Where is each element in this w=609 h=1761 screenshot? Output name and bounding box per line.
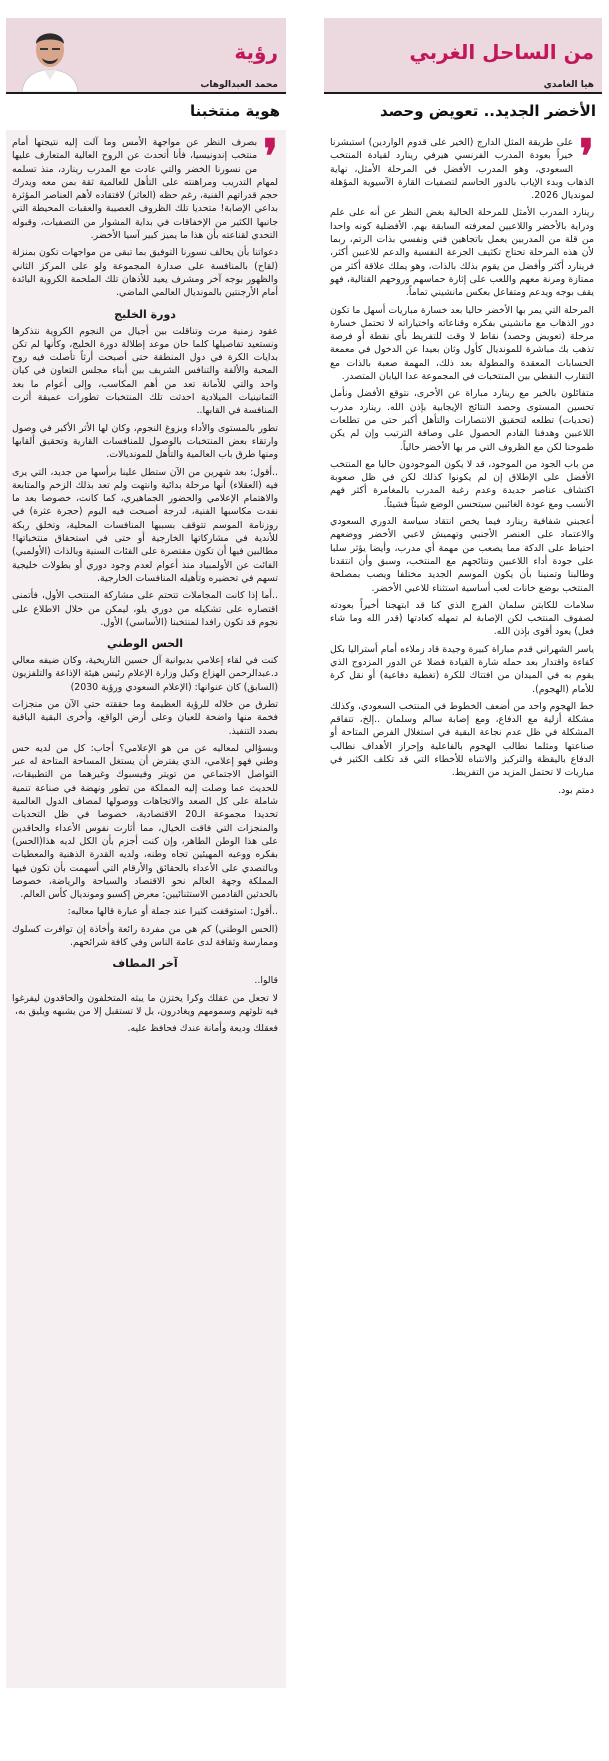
divider [324,92,602,94]
sign-off: دمتم بود. [558,784,594,796]
article-paragraph: متفائلون بالخير مع رينارد مباراة عن الأخرى، نتوقع الأفضل ونأمل تحسين المستوى وحصد النتائج الإيجابية بإذن الله. رينارد مدرب (تحديات) تطلعه لتحقيق الانتصارات والتأهل أكبر حتى من تطلعات اللاعبين وهدفنا القادم الحصول على وصافة الترتيب وإن لم يكن طموحنا لكن مع الظروف التي مر بها الأخضر حالياً. [330,388,594,453]
article-paragraph: وبسؤالي لمعاليه عن من هو الإعلامي؟ أجاب: كل من لديه حس وطني فهو إعلامي، الذي يفترض أن يستغل المساحة المتاحة له عبر التواصل الاجتماعي من تويتر وفيسبوك وغيرهما من التطبيقات، للحديث عما وصلت إليه المملكة من تطور ونهضة في صناعة تنمية شاملة على كل الصعد والاتجاهات ووصولها لمصاف الدول العالمية تحديدا مجموعة الـ20 الاقتصادية، خصوصا في ظل التحديات والمنجزات التي فاقت الخيال، مما أثارت نفوس الأعداء والحاقدين على هذا الوطن الطاهر، وإن كنت أجزم بأن الكل لديه هذا(الحس) بفكره ووعيه المهيئين تجاه وطنه، ولديه القدرة الذهنية والمعطيات وبالتصدي على الأعداء بالحقائق والأرقام التي أسهمت بأن تكون فيها المملكة وجهة العالم نحو الاقتصاد والسياحة والرياضة، خصوصا بالحدثين القادمين الاستثنائيين: معرض إكسبو ومونديال كأس العالم. [12,742,278,901]
article-paragraph: على طريقة المثل الدارج (الخير على قدوم الواردين) استبشرنا خيراً بعودة المدرب الفرنسي هيرفي رينارد لقيادة المنتخب السعودي، وهو المدرب الأفضل في المرحلة الأمثل، نهاية الذهاب وبدء الإياب بالدور الحاسم لتصفيات القارة الآسيوية المؤهلة لمونديال 2026. [330,137,594,202]
article-paragraph: تطرق من خلاله للرؤية العظيمة وما حققته حتى الآن من منجزات فخمة منها واضحة للعيان وعلى أرض الواقع، وأخرى البقية الباقية بصدد التنفيذ. [12,698,278,737]
subheading: الحس الوطني [107,637,183,651]
article-body [6,130,286,1688]
column-west-coast [324,18,602,1755]
article-paragraph: بصرف النظر عن مواجهة الأمس وما آلت إليه نتيجتها أمام منتخب إندونيسيا، فأنا أتحدث عن الروح العالية المتعارف عليها من نسورنا الخضر والتي عادت مع المدرب رينارد، منذ تسلمه لمهام التدريب ومراهنته على التأهل للعالمية ثقة بمن معه ويدرك حجم قدراتهم الفنية، رغم حظه (العاثر) لافتقاده لأهم العناصر المؤثرة بداعي الإصابة! متحديا تلك الظروف العصيبة والعقبات المحيطة التي جانبها الكثير من الإخفاقات في بداية المشوار من التصفيات، وقبوله التحدي لقناعته بأن هذا ما يميز كبير آسيا الأخضر. [12,137,278,242]
column-header [324,18,602,92]
column-header [6,18,286,92]
column-ruya [6,18,286,1755]
article-paragraph: ..أقول: استوقفت كثيرا عند جملة أو عبارة قالها معاليه: [67,906,278,918]
article-paragraph: ..أقول: بعد شهرين من الآن ستطل علينا برأسها من جديد، التي يرى فيه (العقلاء) أنها مرحلة بدائية وانتهت ولم تعد بذلك الزخم والمتابعة والاهتمام الإعلامي والحضور الجماهيري، كما كانت، خصوصا بعد ما نفدت مكاسبها الفنية، لدرجة أصبحت فيه اليوم (حجرة عثرة) في روزنامة الموسم تتوقف بسببها المنافسات المحلية، وتخلق ربكة للأندية في مشاركاتها الخارجية أو حتى في استحقاق منتخباتها! مطالبين فيها أن تكون مقتصرة على الفئات السنية وبالذات (الأولمبي) الفائت عن الأولمبياد منذ أعوام لعدم وجود دوري أو بطولات خليجية تسهم في تحضيره وتأهيله المنافسات الخارجية. [12,466,278,584]
divider [6,92,286,94]
article-paragraph: لا تجعل من عقلك وكرا يختزن ما يبثه المتخلفون والحاقدون ليفرغوا فيه تلوثهم وسمومهم ويغادرون، بل لا تستقبل إلا من يشبهه ويليق به، [12,992,278,1017]
article-paragraph: (الحس الوطني) كم هي من مفردة رائعة وأخاذة إن توافرت كسلوك وممارسة وثقافة لدى عامة الناس وفي كافة شرائحهم. [12,923,278,949]
subheading: آخر المطاف [112,957,178,971]
author-name: هيا الغامدي [543,80,594,90]
article-paragraph: رينارد المدرب الأمثل للمرحلة الحالية بغض النظر عن أنه على علم ودراية بالأخضر واللاعبين لمعرفته السابقة بهم. الأفضلية كونه واحدا من قلة من المدربين يعمل باتجاهين فني ونفسي بذات الرتم، ربما لأن هذه المرحلة تحتاج تكثيف الجرعة النفسية والدعم للاعبين أكثر، فرينارد أكثر وأفضل من يقوم بذلك بالذات، وهو يملك علاقة أكثر من ممتازة ومرنة معهم واللعب على إثارة حماسهم وروحهم القتالية، فهو يقف بوجه ويدعم ومتفاعل بعكس مانشيني تماماً. [330,207,594,299]
quote-mark-icon: ❜ [263,130,278,183]
article-paragraph: أعجبني شفافية رينارد فيما يخص انتقاد سياسة الدوري السعودي والاعتماد على العنصر الأجنبي وتهميش لاعبي الأخضر ووضعهم احتياط على الدكة مما يصعب من مهمة أي مدرب، وأيضا يؤثر سلبا على جودة أداء اللاعبين ونتائجهم مع المنتخب، وسبق وأن انتقدنا وطالبنا وتمنينا بأن يكون الموسم الجديد مختلفا ويصب بمصلحة المنتخب بوضع خانات لعب أساسية استثناء للاعبي الأخضر. [330,516,594,594]
article-paragraph: كنت في لقاء إعلامي بديوانية آل حسين التاريخية، وكان ضيفه معالي د.عبدالرحمن الهزاع وكيل وزارة الإعلام رئيس هيئة الإذاعة والتلفزيون (السابق) كان عنوانها: (الإعلام السعودي ورؤية 2030) [12,655,278,693]
article-paragraph: دعواتنا بأن يحالف نسورنا التوفيق بما تبقى من مواجهات تكون بمنزلة (لقاح) بالمنافسة على صدارة المجموعة ولو على المركز الثاني والظهور بوجه آخر ومشرف يعيد للأذهان تلك الملحمة الكروية البائدة أمام الأرجنتين بالمونديال العالمي الماضي. [12,247,278,299]
article-paragraph: المرحلة التي يمر بها الأخضر حاليا بعد خسارة مباريات أسهل ما تكون دور الذهاب مع مانشيني بفكره وقناعاته واختياراته لا تحتمل خسارة مرحلة (تعويض وحصد) نقاط لا وقت للتفريط بأي نقطة أو فرصة تذهب بك مباشرة للمونديال كأول وثان بعيدا عن الدخول في معمعة الحسابات المعقدة والمطولة بعد ذلك، المهمة صعبة بالذات مع التقارب النقطي بين المنتخبات في المجموعة عدا اليابان المتصدر. [330,304,594,383]
article-headline: الأخضر الجديد.. تعويض وحصد [379,102,596,120]
article-headline: هوية منتخبنا [190,102,280,120]
article-paragraph: خط الهجوم واحد من أضعف الخطوط في المنتخب السعودي، وكذلك مشكلة أزلية مع الدفاع، ومع إصابة سالم وسلمان ..إلخ، تتفاقم المشكلة في ظل عدم نجاعة البقية في استغلال الفرص المتاحة أو صناعتها ومثلما نطالب الهجوم بالفاعلية وإحراز الأهداف نطالب الدفاع باليقظة والتركيز والانتباه للأخطاء التي قد تكلف الكثير في مباريات لا تحتمل المزيد من التفريط. [330,700,594,779]
section-title: رؤية [234,40,278,64]
author-portrait [14,20,86,92]
article-body [324,130,602,1690]
article-paragraph: من باب الجود من الموجود، قد لا يكون الموجودون حاليا مع المنتخب الأفضل على الإطلاق إن لم يكونوا كذلك لكن في ظل صعوبة اكتشاف عناصر جديدة وعدم رغبة المدرب بالمغامرة أكثر فهم الأنسب ومع عودة الغائبين سيتحسن الوضع شيئاً فشيئاً. [330,458,594,510]
article-paragraph: ..أما إذا كانت المجاملات تتحتم على مشاركة المنتخب الأول، فأتمنى اقتصاره على تشكيله من دوري يلو، ليمكن من خلال الاطلاع على نجوم قد تكون رافدا لمنتخبنا (الأساسي) الأول. [12,590,278,628]
article-paragraph: ياسر الشهراني قدم مباراة كبيرة وجيدة قاد زملاءه أمام أستراليا بكل كفاءة واقتدار بعد حمله شارة القيادة فضلا عن الدور المزدوج الذي يقوم به في الميدان من افتتاك للكرة (تغطية دفاعية) أو نقل كرة للأمام (الهجوم). [330,643,594,695]
article-paragraph: عقود زمنية مرت وتناقلت بين أجيال من النجوم الكروية نتذكرها ونستعيد تفاصيلها كلما حان موعد إطلالة دورة الخليج، وكأنها لم تكن بدايات الكرة في دول المنطقة حتى أصبحت أرثاً تأصلت فيه روح المحبة والألفة والتنافس الشريف بين أبناء مجلس التعاون في كيان واحد والتي للأمانة تعد من أهم المكاسب، وإلى أعوام ما بعد الثمانينيات الميلادية احدثت تلك المنتخبات تطورات عميقة أثرت المنافسة في القابها.. [12,325,278,417]
section-title: من الساحل الغربي [409,40,594,64]
subheading: دورة الخليج [114,307,176,321]
quote-mark-icon: ❜ [579,130,594,183]
author-name: محمد العبدالوهاب [200,80,278,90]
article-paragraph: فعقلك وديعة وأمانة عندك فحافظ عليه. [127,1023,278,1035]
article-paragraph: تطور بالمستوى والأداء وبزوغ النجوم، وكان لها الأثر الأكبر في وصول وارتقاء بعض المنتخبات بالوصول للمنافسات القارية وتحقيق ألقابها ومنها طرق باب العالمية والتأهل للمونديالات. [12,422,278,461]
article-paragraph: قالوا.. [254,975,278,987]
article-paragraph: سلامات للكابتن سلمان الفرج الذي كنا قد ابتهجنا أخيراً بعودته لصفوف المنتخب لكن الإصابة لم تمهله كعادتها (قدر الله وما شاء فعل) يعود أقوى بإذن الله. [330,599,594,638]
